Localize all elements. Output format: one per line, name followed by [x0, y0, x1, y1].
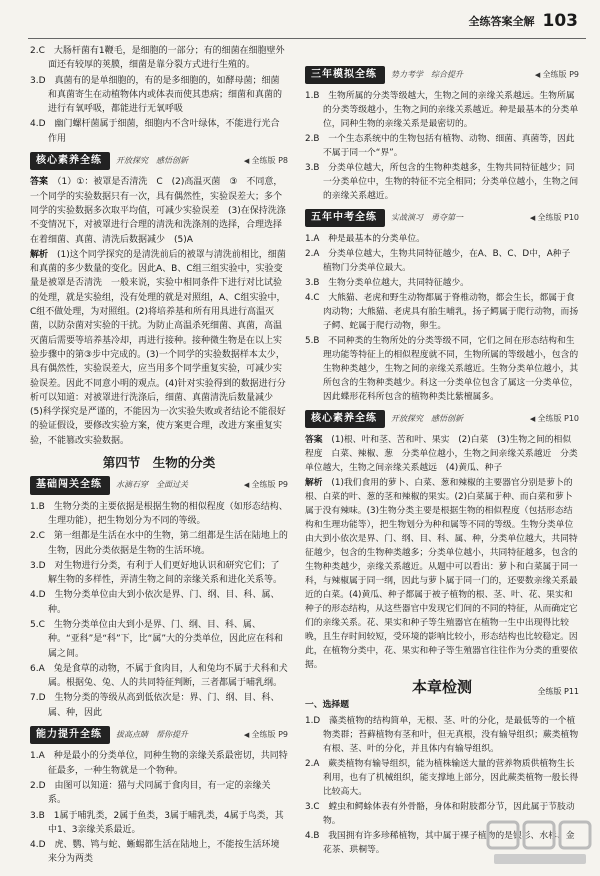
- section-tag-reference: ◀ 全练版 P8: [244, 154, 288, 168]
- answer-label: 答案: [305, 435, 323, 445]
- chapter-reference: 全练版 P11: [537, 687, 579, 696]
- chapter-title-text: 本章检测: [411, 678, 472, 696]
- section-tag-label: 能力提升全练: [30, 726, 110, 744]
- section-tag-label: 五年中考全练: [305, 209, 385, 227]
- answer-item: 1.D 藻类植物的结构简单，无根、茎、叶的分化，是最低等的一个植物类群；苔藓植物有茎和叶，但无真根，没有输导组织；蕨类植物有根、茎、叶的分化，并且体内有输导组织。: [305, 716, 579, 754]
- answer-item: 1.A 种是最基本的分类单位。: [305, 234, 425, 244]
- header-title: 全练答案全解: [468, 15, 535, 28]
- answer-label: 答案: [30, 177, 49, 188]
- section-tag-reference: ◀ 全练版 P10: [530, 211, 579, 225]
- section-tag-core-literacy-2: [305, 410, 579, 428]
- explanation-label: 解析: [30, 249, 49, 260]
- answer-item: 3.B 生物分类单位越大，共同特征越少。: [305, 278, 469, 288]
- section-title: 第四节 生物的分类: [102, 455, 216, 471]
- answer-item: 2.B 一个生态系统中的生物包括有植物、动物、细菌、真菌等，因此不属于同一个“界”。: [305, 134, 575, 158]
- explanation-text: (1)我们食用的萝卜、白菜、葱和辣椒的主要器官分别是萝卜的根、白菜的叶、葱的茎和辣椒的果实。(2)白菜属于种、而白菜和萝卜属于没有辣味。(3)生物分类主要是根据生物的相似程度（包括形态结构和生理功能等），把生物划分为种和属等不同的等级。生物分类单位由大到小依次是界、门、纲、目、科、属、种，分类单位越大，共同特征越少，包含的生物种类越多；分类单位越小，共同特征越多，包含的生物种类越少，亲缘关系越近。从题中可以看出：萝卜和白菜属于同一科，与辣椒属于同一纲，因此与萝卜属于同一门的，还要数亲缘关系最近的白菜。(4)黄瓜、种子都属于被子植物的根、茎、叶、花、果实和种子的形态结构，从这些器官中发现它们间的不同的特征，从而确定它们的亲缘关系。花、果实和种子等生殖器官在植物一生中出现得比较晚，且生存时间较短，受环境的影响比较小，形态结构也比较稳定。因此，在植物分类中，花、果实和种子等生殖器官往往作为分类的重要依据。: [305, 478, 578, 670]
- explanation-block: [30, 248, 288, 448]
- answer-item: 3.C 螳虫和鳄蜍体表有外骨骼，身体和附肢都分节，因此属于节肢动物。: [305, 802, 575, 826]
- answer-text: （1）①：被罩是否清洗 C (2)高温灭菌 ③ 不同意，一个同学的实验数据只有一次，具有偶然性，实验误差大；多个同学的实验数据多次取平均值，可减少实验误差 (3)在保持洗涤不变情况下，对被罩进行合理的清洗和洗涤剂的选择，合理选择在着细菌、真菌、清洗后数据减少 (5)A: [30, 177, 286, 245]
- section-tag-basic: [30, 476, 288, 494]
- section-tag-reference: ◀ 全练版 P9: [244, 728, 288, 742]
- section-tag-five-year: [305, 209, 579, 227]
- left-column: [30, 44, 288, 868]
- section-tag-reference: ◀ 全练版 P9: [535, 68, 579, 82]
- section-tag-subtitle: 拔高点睛 帮你提升: [116, 730, 188, 740]
- answer-item: 1.A 种是最小的分类单位，同种生物的亲缘关系最密切，共同特征最多，一种生物就是一个物种。: [30, 751, 288, 776]
- answer-item: 4.C 大熊猫、老虎和野生动物都属于脊椎动物，都会生长，都属于食肉动物；大熊猫、老虎具有胎生哺乳，扬子鳄属于爬行动物，而扬子鳄、蛇属于爬行动物，卵生。: [305, 293, 579, 331]
- answer-item: 3.B 分类单位越大，所包含的生物种类越多，生物共同特征越少；同一分类单位中，生物的特征不完全相同；分类单位越小，生物之间的亲缘关系越近。: [305, 163, 579, 201]
- answer-item: 5.B 不同种类的生物所处的分类等级不同，它们之间在形态结构和生理功能等特征上的相似程度就不同，生物所属的等级越小，包含的生物种类越少，生物之间的亲缘关系越近。生物分类单位越小，其所包含的生物种类越少。科这一分类单位包含了属这一分类单位，因此蝶形花科所包含的植物种类比紫檀属多。: [305, 336, 579, 402]
- header-rule: [28, 38, 586, 39]
- answer-item: 3.D 真菌有的是单细胞的，有的是多细胞的，如酵母菌；细菌和真菌寄生在动植物体内或体表而使其患病；细菌和真菌的进行有氧呼吸，都能进行无氧呼吸: [30, 75, 283, 115]
- section-tag-subtitle: 开放探究 感悟创新: [116, 156, 188, 166]
- answer-text: (1)根、叶和茎、苦和叶、果实 (2)白菜 (3)生物之间的相似程度 白菜、辣椒、葱 分类单位越小，生物之间亲缘关系越近 分类单位越大，生物之间亲缘关系越远 (4)黄瓜、种子: [305, 435, 578, 473]
- answer-item: 4.D 虎、鹦、鸨与蛇、蜥蜴都生活在陆地上，不能按生活环境来分为两类: [30, 840, 280, 865]
- answer-item: 7.D 生物分类的等级从高到低依次是：界、门、纲、目、科、属、种，因此: [30, 693, 280, 718]
- explanation-block: [305, 476, 579, 672]
- answer-item: 4.D 生物分类单位由大到小依次是界、门、纲、目、科、属、种。: [30, 590, 280, 615]
- answer-item: 1.B 生物所属的分类等级越大，生物之间的亲缘关系越远。生物所属的分类等级越小，生物之间的亲缘关系越近。种是最基本的分类单位，同种生物的亲缘关系是最密切的。: [305, 91, 579, 129]
- section-tag-label: 核心素养全练: [305, 410, 385, 428]
- answer-item: 4.B 我国拥有许多珍稀植物，其中属于裸子植物的是银杉、水杉、金花茶、珙桐等。: [305, 831, 575, 855]
- section-tag-subtitle: 水滴石穿 全面过关: [116, 480, 188, 490]
- section-tag-subtitle: 开放探究 感悟创新: [391, 414, 463, 423]
- answer-item: 2.D 由图可以知道：猫与犬同属于食肉目，有一定的亲缘关系。: [30, 780, 271, 806]
- sub-heading: 一、选择题: [305, 700, 349, 710]
- section-tag-reference: ◀ 全练版 P10: [530, 412, 579, 426]
- explanation-text: (1)这个同学探究的是清洗前后的被罩与清洗前相比，细菌和真菌的多少数量的变化。因此A、B、C组三组实验中，实验变量是被罩是否清洗 一般来说，实验中相同条件下进行对比试验的处理，就是实验组，没有处理的就是对照组，A、C组实验中，C组不做处理，为对照组。(2)将培养基和所有用具进行高温灭菌，以防杂菌对实验的干扰。为防止高温杀死细菌、真菌，高温灭菌后需要等培养基冷却，再进行接种。接种微生物是在以上实验步骤中的第③步中完成的。(3)一个同学的实验数据样本太少，具有偶然性，实验误差大，应当用多个同学重复实验，可减少实验误差。因此不同意小明的观点。(4)针对实验得到的数据进行分析可以知道：对被罩进行洗涤后，细菌、真菌清洗后数量减少 (5)科学探究是严谨的，不能因为一次实验失败或者结论不能很好的验证假设，要修改实验方案，使方案更合理，改进方案重复实验，不能篡改实验数据。: [30, 249, 286, 446]
- page-number: 103: [542, 11, 578, 31]
- section-tag-three-year: [305, 66, 579, 84]
- chapter-test-title: [305, 680, 579, 694]
- answer-item: 6.A 兔是食草的动物，不属于食肉目，人和兔均不属于犬科和犬属。根据兔、兔、人的共同特征判断，三者都属于哺乳纲。: [30, 663, 288, 689]
- section-tag-core-literacy: [30, 152, 288, 170]
- section-tag-label: 三年模拟全练: [305, 66, 385, 84]
- section-tag-label: 核心素养全练: [30, 152, 110, 170]
- answer-item: 1.B 生物分类的主要依据是根据生物的相似程度（如形态结构、生理功能），把生物划分为不同的等级。: [30, 501, 288, 526]
- answer-item: 5.C 生物分类单位由大到小是界、门、纲、目、科、属、种。“亚科”是“科”下，比“属”大的分类单位，因此应在科和属之间。: [30, 619, 283, 659]
- section-tag-ability: [30, 726, 288, 744]
- answer-item: 4.D 幽门螺杆菌属于细菌，细胞内不含叶绿体，不能进行光合作用: [30, 119, 280, 144]
- page-header: [469, 8, 579, 34]
- section-tag-subtitle: 实战演习 勇夺第一: [391, 213, 463, 222]
- answer-item: 2.C 大肠杆菌有1鞭毛，是细胞的一部分；有的细菌在细胞壁外面还有较厚的荚膜，细菌是靠分裂方式进行生殖的。: [30, 46, 285, 71]
- section-tag-label: 基础闯关全练: [30, 476, 110, 494]
- answer-block: [305, 433, 579, 475]
- explanation-label: 解析: [305, 478, 323, 488]
- answer-item: 2.C 第一组都是生活在水中的生物，第二组都是生活在陆地上的生物，因此分类依据是生物的生活环境。: [30, 531, 288, 556]
- answer-item: 2.A 蕨类植物有输导组织，能为植株输送大量的营养物质供植物生长利用，也有了机械组织，能支撑地上部分，因此蕨类植物一般长得比较高大。: [305, 759, 579, 797]
- answer-item: 3.B 1属于哺乳类，2属于鱼类，3属于哺乳类，4属于鸟类，其中1、3亲缘关系最近。: [30, 810, 284, 835]
- watermark-logo: [484, 816, 594, 870]
- answer-block: [30, 175, 288, 246]
- answer-item: 2.A 分类单位越大，生物共同特征越少，在A、B、C、D中，A种子植物门分类单位最大。: [305, 249, 571, 273]
- section-tag-reference: ◀ 全练版 P9: [244, 478, 288, 492]
- answer-item: 3.D 对生物进行分类，有利于人们更好地认识和研究它们；了解生物的多样性，弄清生物之间的亲缘关系和进化关系等。: [30, 560, 283, 586]
- section-tag-subtitle: 势力考学 综合提升: [391, 70, 463, 79]
- right-column: [305, 44, 579, 858]
